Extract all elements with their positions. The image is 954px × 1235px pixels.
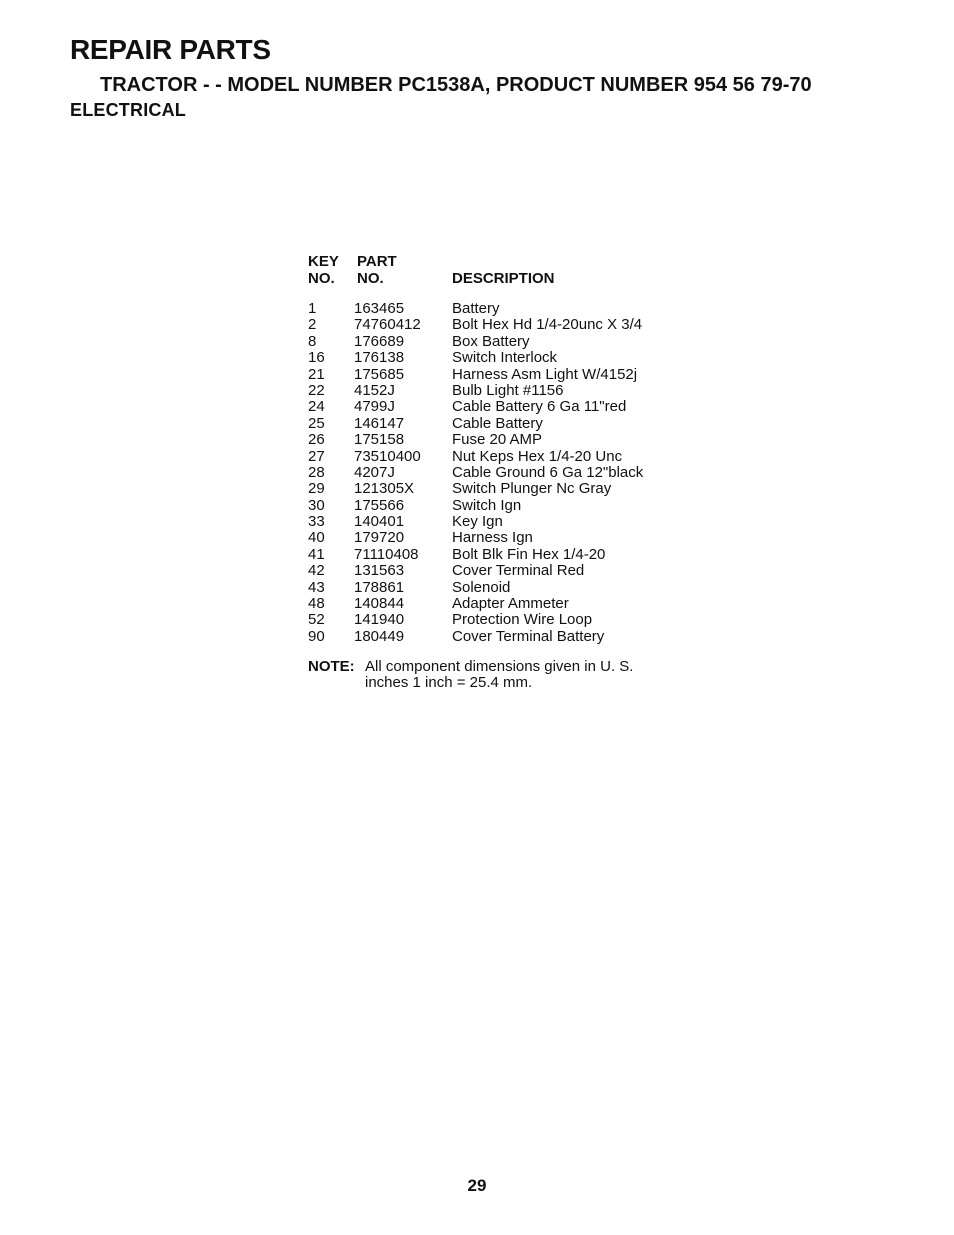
note-text bbox=[365, 659, 665, 691]
part-header-line1: PART bbox=[357, 253, 397, 270]
part-number-cell: 175158 bbox=[354, 431, 405, 449]
part-number-cell: 141940 bbox=[354, 611, 405, 629]
part-number-cell: 73510400 bbox=[354, 447, 421, 465]
key-cell: 40 bbox=[308, 529, 325, 547]
key-cell: 2 bbox=[308, 316, 317, 334]
key-cell: 90 bbox=[308, 627, 325, 645]
key-cell: 16 bbox=[308, 349, 325, 367]
part-number-cell: 131563 bbox=[354, 562, 405, 580]
page-number: 29 bbox=[467, 1176, 487, 1195]
description-cell: Switch Plunger Nc Gray bbox=[452, 480, 612, 498]
description-header: DESCRIPTION bbox=[452, 270, 555, 287]
key-cell: 42 bbox=[308, 562, 325, 580]
description-cell: Protection Wire Loop bbox=[452, 611, 593, 629]
part-number-cell: 163465 bbox=[354, 300, 405, 317]
description-cell: Switch Interlock bbox=[452, 349, 558, 367]
description-cell: Cable Ground 6 Ga 12"black bbox=[452, 463, 644, 481]
part-number-cell: 176138 bbox=[354, 349, 405, 367]
key-cell: 24 bbox=[308, 398, 325, 416]
part-number-cell: 176689 bbox=[354, 332, 405, 350]
key-cell: 25 bbox=[308, 414, 325, 432]
description-cell: Cable Battery bbox=[452, 414, 543, 432]
description-cell: Harness Asm Light W/4152j bbox=[452, 365, 638, 383]
part-number-cell: 179720 bbox=[354, 529, 405, 547]
page-title: REPAIR PARTS bbox=[70, 34, 271, 65]
key-cell: 41 bbox=[308, 545, 325, 563]
part-number-cell: 4152J bbox=[354, 381, 395, 399]
part-number-cell: 175566 bbox=[354, 496, 405, 514]
section-heading: ELECTRICAL bbox=[70, 100, 186, 120]
part-number-cell: 4799J bbox=[354, 398, 395, 416]
part-number-cell: 178861 bbox=[354, 578, 405, 596]
key-header-line1: KEY bbox=[308, 253, 339, 270]
key-cell: 29 bbox=[308, 480, 325, 498]
note-line-1: All component dimensions given in U. S. bbox=[365, 658, 634, 675]
key-cell: 8 bbox=[308, 332, 317, 350]
part-number-cell: 121305X bbox=[354, 480, 415, 498]
key-cell: 21 bbox=[308, 365, 325, 383]
description-cell: Switch Ign bbox=[452, 496, 522, 514]
key-cell: 27 bbox=[308, 447, 325, 465]
key-cell: 33 bbox=[308, 513, 325, 531]
description-cell: Battery bbox=[452, 300, 500, 317]
key-cell: 43 bbox=[308, 578, 325, 596]
key-cell: 48 bbox=[308, 595, 325, 613]
key-cell: 28 bbox=[308, 463, 325, 481]
description-cell: Bolt Blk Fin Hex 1/4-20 bbox=[452, 545, 606, 563]
key-cell: 26 bbox=[308, 431, 325, 449]
part-number-cell: 4207J bbox=[354, 463, 395, 481]
description-cell: Nut Keps Hex 1/4-20 Unc bbox=[452, 447, 623, 465]
description-cell: Box Battery bbox=[452, 332, 530, 350]
key-cell: 22 bbox=[308, 381, 325, 399]
description-cell: Cover Terminal Red bbox=[452, 562, 585, 580]
description-cell: Bulb Light #1156 bbox=[452, 381, 564, 399]
description-cell: Cover Terminal Battery bbox=[452, 627, 605, 645]
part-number-cell: 140401 bbox=[354, 513, 405, 531]
description-cell: Bolt Hex Hd 1/4-20unc X 3/4 bbox=[452, 316, 643, 334]
key-cell: 52 bbox=[308, 611, 325, 629]
note-line-2: inches 1 inch = 25.4 mm. bbox=[365, 674, 533, 691]
description-cell: Fuse 20 AMP bbox=[452, 431, 543, 449]
part-number-cell: 71110408 bbox=[354, 545, 419, 563]
key-cell: 30 bbox=[308, 496, 325, 514]
description-cell: Solenoid bbox=[452, 578, 511, 596]
part-header-line2: NO. bbox=[357, 270, 384, 287]
description-cell: Cable Battery 6 Ga 11"red bbox=[452, 398, 627, 416]
part-number-cell: 180449 bbox=[354, 627, 405, 645]
note-label: NOTE: bbox=[308, 658, 355, 675]
model-subtitle: TRACTOR - - MODEL NUMBER PC1538A, PRODUCT NUMBER 954 56 79-70 bbox=[100, 74, 812, 96]
key-cell: 1 bbox=[308, 300, 317, 317]
key-header-line2: NO. bbox=[308, 270, 335, 287]
description-cell: Adapter Ammeter bbox=[452, 595, 569, 613]
part-number-cell: 140844 bbox=[354, 595, 405, 613]
part-number-cell: 175685 bbox=[354, 365, 405, 383]
description-cell: Key Ign bbox=[452, 513, 503, 531]
part-number-cell: 146147 bbox=[354, 414, 405, 432]
part-number-cell: 74760412 bbox=[354, 316, 421, 334]
description-cell: Harness Ign bbox=[452, 529, 533, 547]
